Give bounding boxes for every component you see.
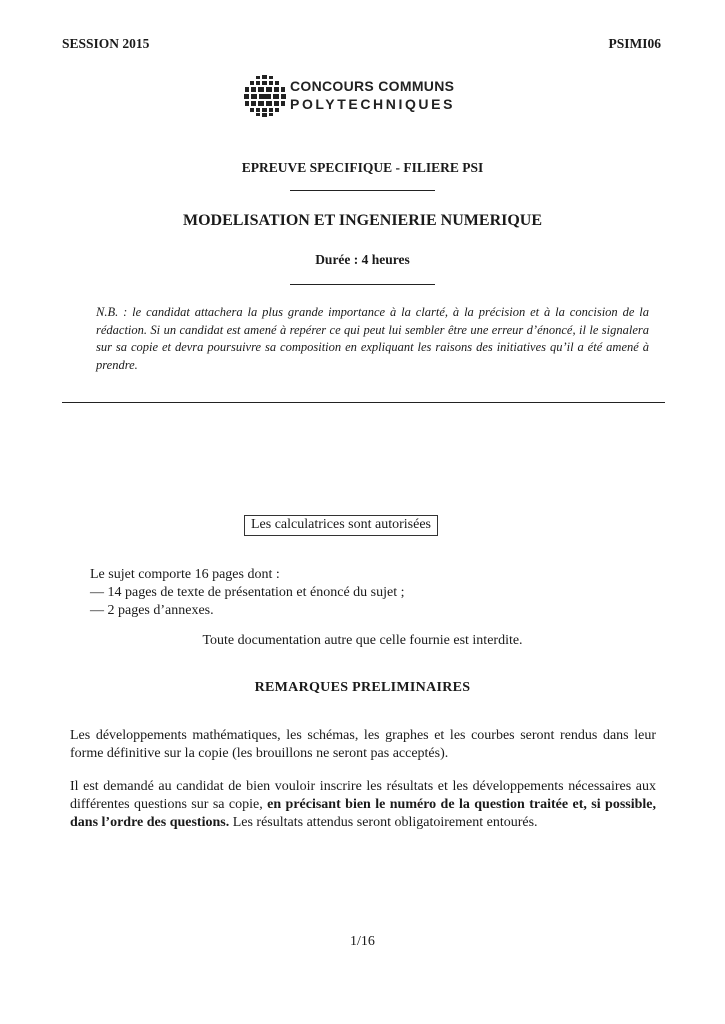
paragraph-2-part1: Il est demandé au candidat de bien vouloir inscrire les résultats et les développements nécessaires aux différentes questions sur sa copie,	[70, 779, 656, 812]
session-label: SESSION 2015	[62, 36, 150, 51]
logo-line2: POLYTECHNIQUES	[290, 96, 456, 112]
subject-description	[90, 566, 405, 620]
subject-intro: Le sujet comporte 16 pages dont :	[90, 567, 280, 582]
ccp-logo	[243, 74, 483, 118]
remarks-heading: REMARQUES PRELIMINAIRES	[254, 680, 471, 695]
epreuve-title: EPREUVE SPECIFIQUE - FILIERE PSI	[241, 160, 484, 175]
calculators-notice: Les calculatrices sont autorisées	[244, 515, 438, 536]
paragraph-2-part2: Les résultats attendus seront obligatoirement entourés.	[229, 815, 538, 830]
list-item: — 14 pages de texte de présentation et énoncé du sujet ;	[90, 585, 405, 600]
documentation-notice: Toute documentation autre que celle fournie est interdite.	[202, 633, 523, 648]
list-item: — 2 pages d’annexes.	[90, 603, 214, 618]
nb-note: N.B. : le candidat attachera la plus grande importance à la clarté, à la précision et à la concision de la rédaction. Si un candidat est amené à repérer ce qui peut lui sembler être une erreur d’énoncé, il le signalera sur sa copie et devra poursuivre sa composition en expliquant les raisons des initiatives qu’il a été amené à prendre.	[96, 305, 649, 372]
ccp-logo-mark-icon	[243, 74, 287, 118]
exam-code: PSIMI06	[608, 36, 661, 51]
logo-line1: CONCOURS COMMUNS	[290, 78, 455, 94]
divider	[290, 190, 435, 191]
divider	[62, 402, 665, 403]
page-title: MODELISATION ET INGENIERIE NUMERIQUE	[182, 212, 543, 229]
divider	[290, 284, 435, 285]
page-number: 1/16	[350, 934, 375, 949]
paragraph-2-bold: en précisant bien le numéro de la question traitée et, si possible, dans l’ordre des questions.	[70, 797, 656, 830]
paragraph-1: Les développements mathématiques, les schémas, les graphes et les courbes seront rendus dans leur forme définitive sur la copie (les brouillons ne seront pas acceptés).	[70, 728, 656, 761]
paragraph-2	[70, 778, 656, 832]
duration: Durée : 4 heures	[315, 252, 410, 267]
